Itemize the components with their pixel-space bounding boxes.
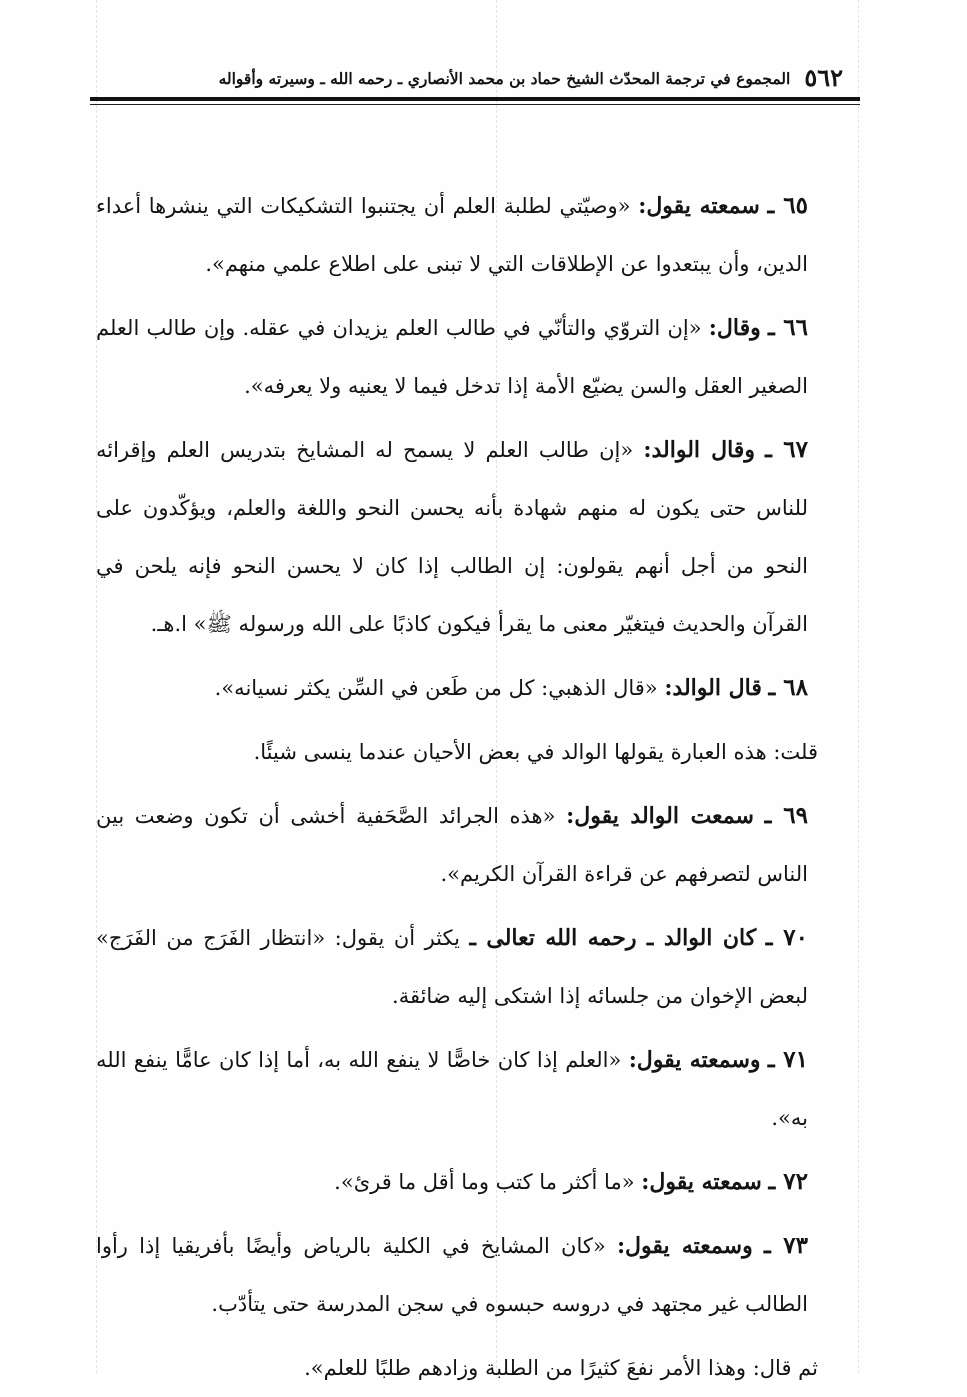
entry-65 [96, 177, 868, 293]
entry-lead: قال الوالد: [664, 675, 762, 701]
entry-73 [96, 1217, 868, 1333]
entry-number: ٧٢ ـ [768, 1168, 808, 1195]
entry-number: ٦٦ ـ [767, 314, 808, 341]
entry-number: ٦٥ ـ [767, 192, 808, 219]
entry-number: ٦٧ ـ [765, 436, 808, 463]
header-rule-thin [90, 104, 860, 105]
entry-73-continuation [96, 1339, 868, 1397]
page-number: ٥٦٢ [804, 63, 843, 92]
entry-text: «قال الذهبي: كل من طَعن في السِّن يكثر نسيانه». [214, 676, 658, 700]
entry-text: «إن طالب العلم لا يسمح له المشايخ بتدريس العلم وإقرائه للناس حتى يكون له منهم شهادة بأنه يحسن النحو واللغة والعلم، ويؤكّدون على النحو من أجل أنهم يقولون: إن الطالب إذا كان لا يحسن النحو فإنه يلحن في القرآن والحديث فيتغيّر معنى ما يقرأ فيكون كاذبًا على الله ورسوله ﷺ» ا.هـ. [96, 438, 808, 636]
entry-70 [96, 909, 868, 1025]
entry-text: «هذه الجرائد الصَّحَفية أخشى أن تكون وضعت بين الناس لتصرفهم عن قراءة القرآن الكريم». [96, 804, 808, 886]
entry-lead: سمعته يقول: [641, 1169, 762, 1195]
entry-text: «كان المشايخ في الكلية بالرياض وأيضًا بأفريقيا إذا رأوا الطالب غير مجتهد في دروسه حبسوه في سجن المدرسة حتى يتأدّب. [96, 1234, 808, 1316]
entry-number: ٦٨ ـ [768, 674, 808, 701]
entry-67 [96, 421, 868, 653]
entry-lead: وقال الوالد: [643, 437, 755, 463]
entry-text: يكثر أن يقول: «انتظار الفَرَج من الفَرَج» لبعض الإخوان من جلسائه إذا اشتكى إليه ضائقة. [96, 926, 808, 1008]
entry-68 [96, 659, 868, 717]
entry-number: ٧٣ ـ [763, 1232, 808, 1259]
entry-lead: كان الوالد ـ رحمه الله تعالى ـ [469, 925, 757, 951]
entry-68-note [96, 723, 868, 781]
entry-72 [96, 1153, 868, 1211]
entry-number: ٦٩ ـ [764, 802, 808, 829]
entry-69 [96, 787, 868, 903]
entry-text: «ما أكثر ما كتب وما أقل ما قرئ». [334, 1170, 635, 1194]
entry-71 [96, 1031, 868, 1147]
page-header [175, 50, 843, 90]
entry-text: ثم قال: وهذا الأمر نفعَ كثيرًا من الطلبة وزادهم طلبًا للعلم». [304, 1356, 818, 1380]
running-title: المجموع في ترجمة المحدّث الشيخ حماد بن محمد الأنصاري ـ رحمه الله ـ وسيرته وأقواله [218, 69, 791, 89]
page-body [96, 177, 868, 1397]
entry-lead: سمعته يقول: [638, 193, 760, 219]
entry-lead: وسمعته يقول: [628, 1047, 761, 1073]
entry-lead: وسمعته يقول: [616, 1233, 753, 1259]
entry-lead: سمعت الوالد يقول: [566, 803, 754, 829]
entry-text: «العلم إذا كان خاصًّا لا ينفع الله به، أما إذا كان عامًّا ينفع الله به». [96, 1048, 808, 1130]
entry-text: «إن التروّي والتأنّي في طالب العلم يزيدان في عقله. وإن طالب العلم الصغير العقل والسن يضيّع الأمة إذا تدخل فيما لا يعنيه ولا يعرفه». [96, 316, 808, 398]
entry-66 [96, 299, 868, 415]
header-rule-thick [90, 97, 860, 101]
entry-number: ٧٠ ـ [765, 924, 808, 951]
entry-number: ٧١ ـ [767, 1046, 808, 1073]
entry-lead: وقال: [708, 315, 761, 341]
entry-text: قلت: هذه العبارة يقولها الوالد في بعض الأحيان عندما ينسى شيئًا. [253, 740, 818, 764]
entry-text: «وصيّتي لطلبة العلم أن يجتنبوا التشكيكات التي ينشرها أعداء الدين، وأن يبتعدوا عن الإطلاقات التي لا تبنى على اطلاع علمي منهم». [96, 194, 808, 276]
